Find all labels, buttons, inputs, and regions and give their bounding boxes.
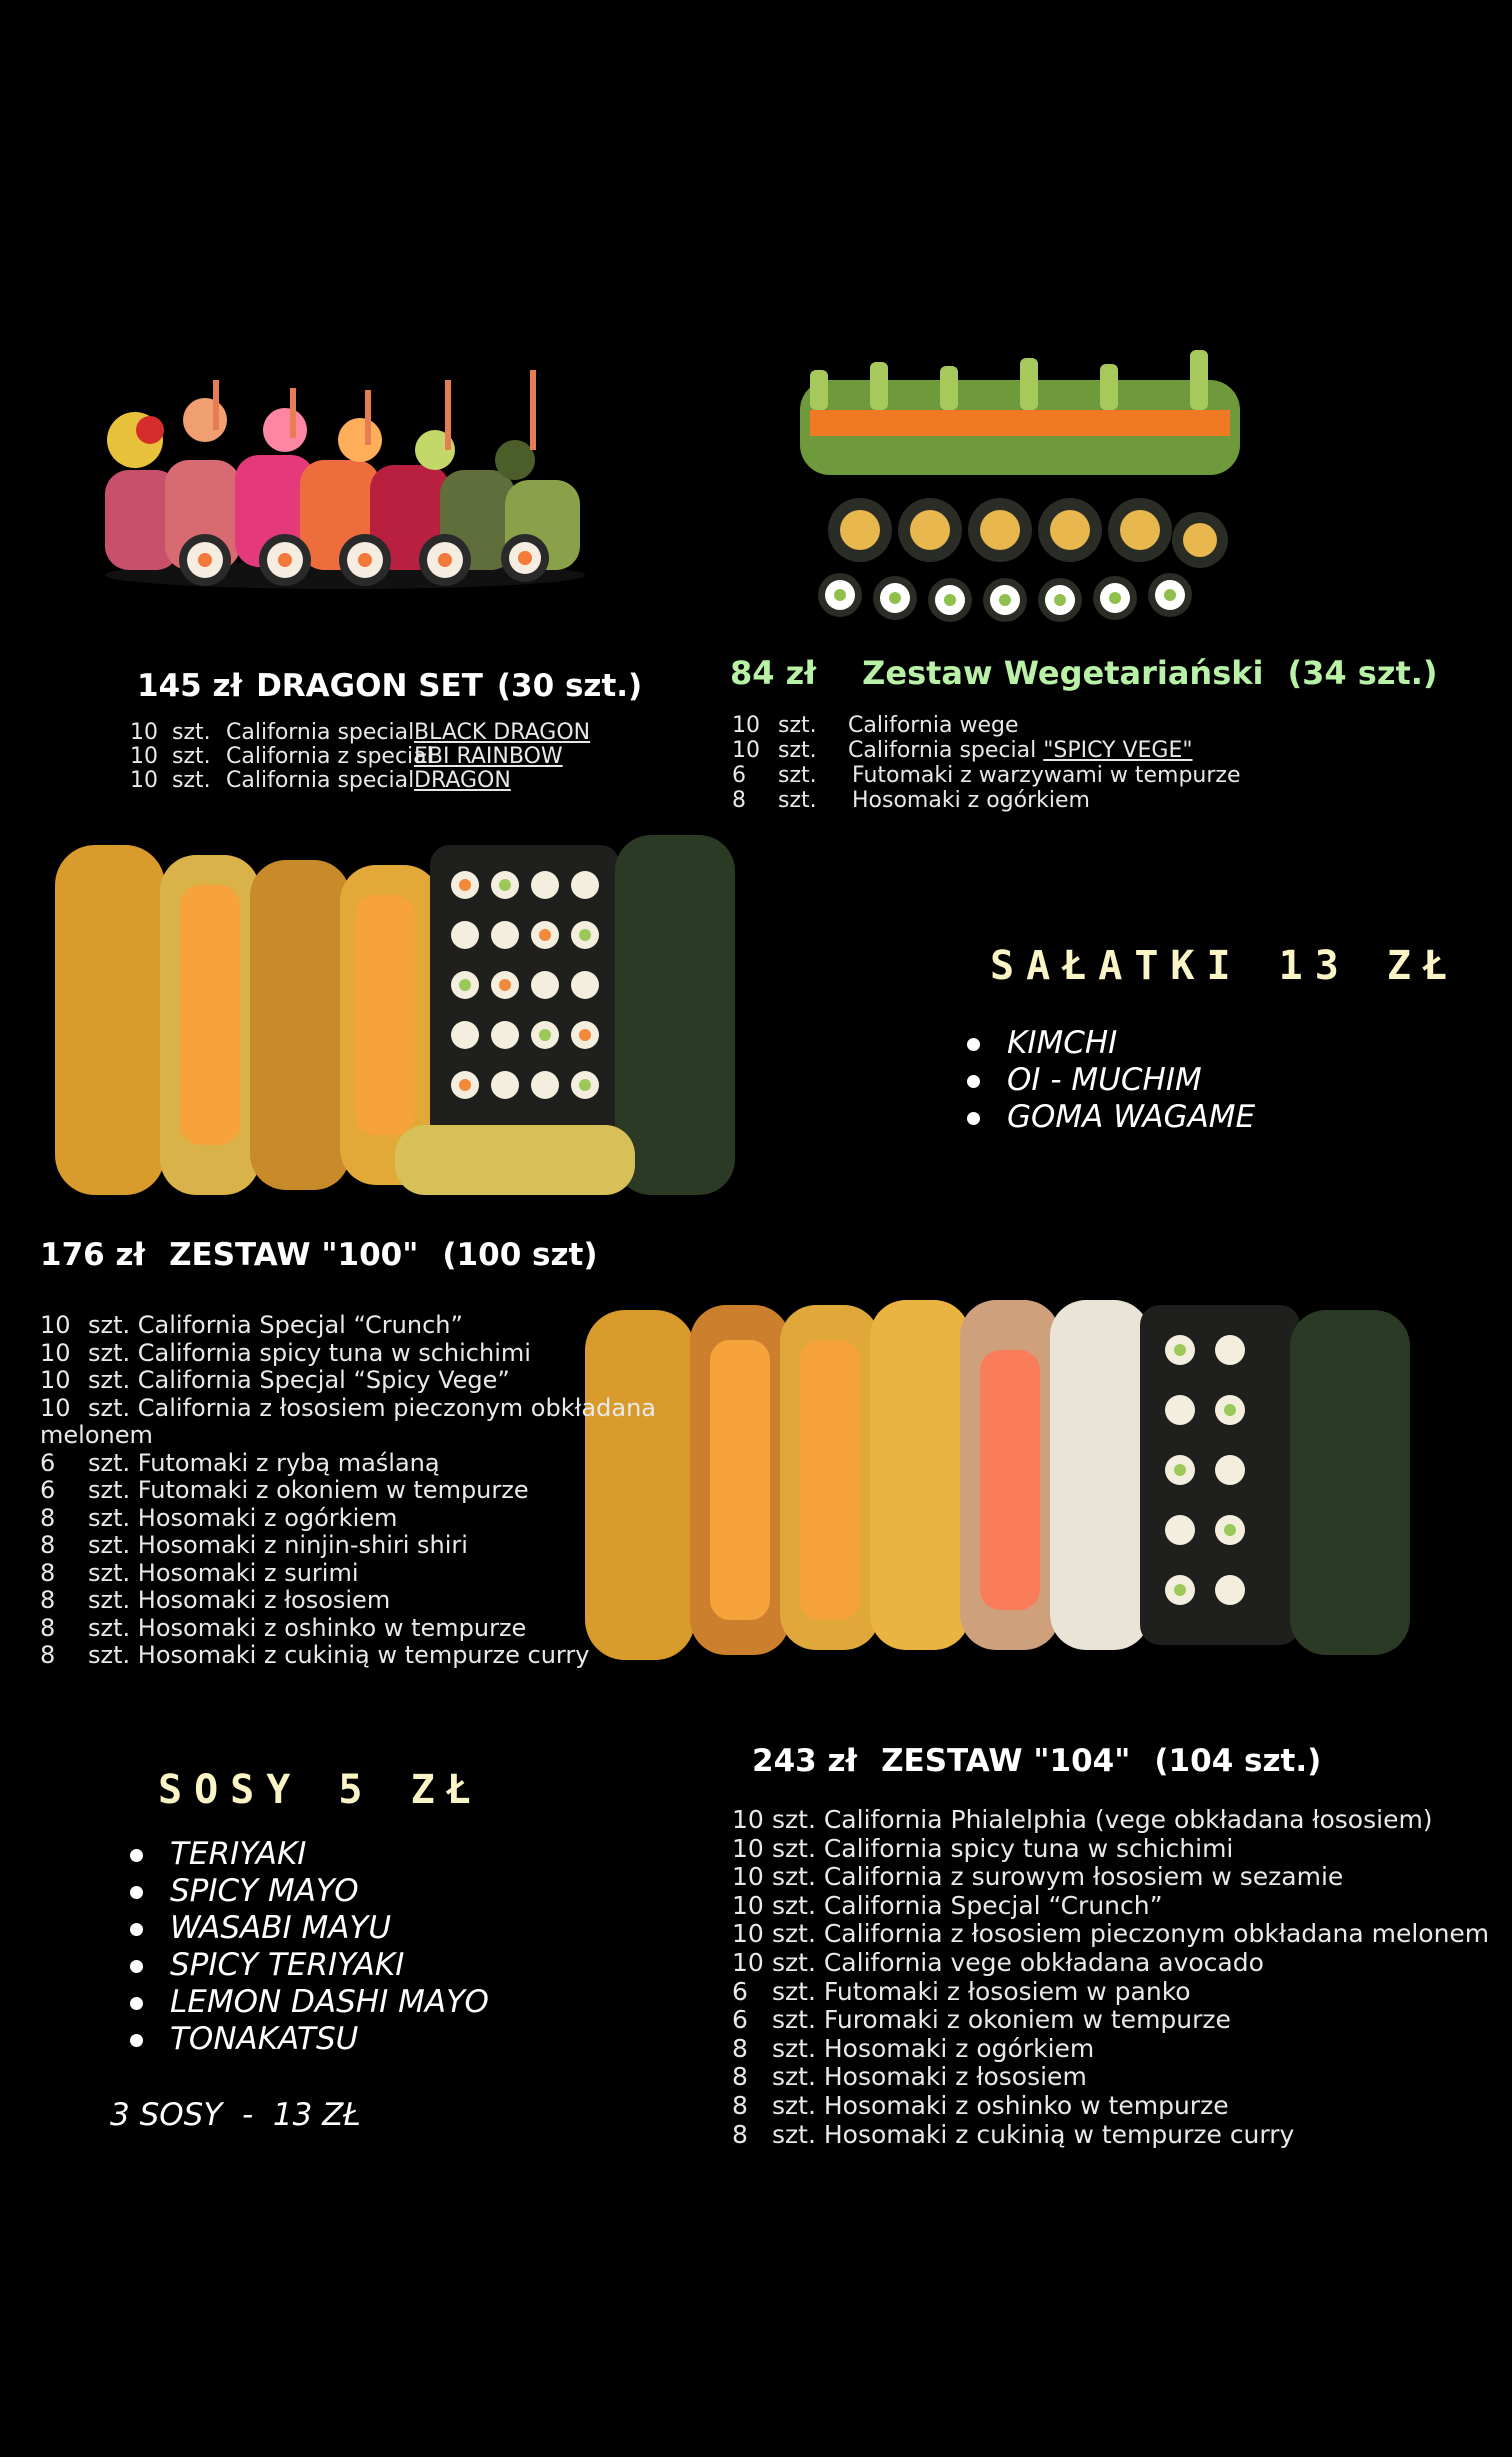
list-item: 8 szt. Hosomaki z oshinko w tempurze bbox=[40, 1613, 527, 1642]
sauces-note: 3 SOSY - 13 ZŁ bbox=[110, 2097, 361, 2133]
set-100-name: ZESTAW "100" bbox=[169, 1237, 419, 1273]
black-dragon-link[interactable]: BLACK DRAGON bbox=[414, 720, 591, 745]
list-item: 10 szt. California special "SPICY VEGE" bbox=[732, 738, 1193, 763]
list-item: 8 szt. Hosomaki z ogórkiem bbox=[732, 788, 1090, 813]
set-100-title bbox=[40, 1237, 598, 1273]
list-item: 10 szt. California special DRAGON bbox=[130, 768, 511, 793]
list-item: 8 szt. Hosomaki z łososiem bbox=[40, 1586, 391, 1614]
list-item: 10 szt. California spicy tuna w schichimi bbox=[40, 1338, 531, 1367]
list-item: 10 szt. California z łososiem pieczonym obkładana melonem bbox=[732, 1919, 1490, 1949]
list-item: 10 szt. California special BLACK DRAGON bbox=[130, 720, 591, 745]
set-104-photo bbox=[580, 1290, 1430, 1680]
set-100-count: (100 szt) bbox=[442, 1237, 598, 1273]
list-item: 10 szt. California Specjal “Crunch” bbox=[40, 1311, 463, 1339]
ebi-rainbow-link[interactable]: EBI RAINBOW bbox=[414, 744, 563, 769]
list-item: 6 szt. Furomaki z okoniem w tempurze bbox=[732, 2005, 1231, 2035]
set-100-photo bbox=[45, 825, 815, 1215]
list-item: SPICY TERIYAKI bbox=[128, 1947, 489, 1984]
list-item: 6 szt. Futomaki z rybą maślaną bbox=[40, 1448, 440, 1477]
veg-set-photo bbox=[770, 340, 1270, 640]
list-item: 8 szt. Hosomaki z ninjin-shiri shiri bbox=[40, 1531, 468, 1559]
list-item: LEMON DASHI MAYO bbox=[128, 1984, 489, 2021]
list-item: 10 szt. California z special EBI RAINBOW bbox=[130, 744, 563, 769]
veg-set-name: Zestaw Wegetariański bbox=[862, 654, 1264, 692]
list-item: 10 szt. California Phialelphia (vege obkładana łososiem) bbox=[732, 1805, 1433, 1834]
list-item: melonem bbox=[40, 1421, 153, 1449]
dragon-set-title bbox=[137, 668, 642, 704]
list-item: OI - MUCHIM bbox=[965, 1062, 1255, 1099]
salads-heading: SAŁATKI 13 ZŁ bbox=[990, 943, 1460, 989]
list-item: 8 szt. Hosomaki z surimi bbox=[40, 1558, 359, 1587]
list-item: GOMA WAGAME bbox=[965, 1099, 1255, 1136]
list-item: 8 szt. Hosomaki z ogórkiem bbox=[40, 1503, 398, 1532]
veg-set-title bbox=[730, 654, 1438, 692]
set-104-items bbox=[732, 1806, 1489, 2149]
list-item: 10 szt. California vege obkładana avocado bbox=[732, 1947, 1264, 1977]
veg-set-count: (34 szt.) bbox=[1287, 654, 1438, 692]
list-item: 8 szt. Hosomaki z cukinią w tempurze curry bbox=[732, 2119, 1295, 2149]
list-item: 10 szt. California wege bbox=[732, 713, 1019, 738]
sauces-list bbox=[128, 1836, 489, 2058]
dragon-set-photo bbox=[85, 360, 610, 600]
set-104-name: ZESTAW "104" bbox=[881, 1743, 1131, 1779]
list-item: TONAKATSU bbox=[128, 2021, 489, 2058]
set-104-title bbox=[752, 1743, 1321, 1779]
list-item: 10 szt. California spicy tuna w schichimi bbox=[732, 1833, 1234, 1863]
list-item: SPICY MAYO bbox=[128, 1873, 489, 1910]
list-item: TERIYAKI bbox=[128, 1836, 489, 1873]
set-100-price: 176 zł bbox=[40, 1237, 146, 1273]
veg-set-price: 84 zł bbox=[730, 654, 817, 692]
list-item: 10 szt. California z surowym łososiem w sezamie bbox=[732, 1862, 1344, 1892]
veg-set-items bbox=[732, 713, 1241, 813]
set-104-count: (104 szt.) bbox=[1154, 1743, 1322, 1779]
dragon-set-items bbox=[130, 721, 590, 793]
list-item: 10 szt. California z łososiem pieczonym obkładana bbox=[40, 1393, 656, 1422]
list-item: 10 szt. California Specjal “Spicy Vege” bbox=[40, 1366, 510, 1394]
salads-list bbox=[965, 1025, 1255, 1136]
list-item: 10 szt. California Specjal “Crunch” bbox=[732, 1890, 1163, 1920]
dragon-set-count: (30 szt.) bbox=[496, 668, 643, 704]
dragon-set-name: DRAGON SET bbox=[256, 668, 483, 704]
sauces-heading: SOSY 5 ZŁ bbox=[158, 1767, 483, 1813]
set-104-price: 243 zł bbox=[752, 1743, 858, 1779]
list-item: WASABI MAYU bbox=[128, 1910, 489, 1947]
list-item: 6 szt. Futomaki z łososiem w panko bbox=[732, 1976, 1191, 2006]
set-100-items bbox=[40, 1312, 656, 1670]
dragon-link[interactable]: DRAGON bbox=[414, 768, 511, 793]
spicy-vege-link[interactable]: "SPICY VEGE" bbox=[1043, 738, 1193, 763]
list-item: 6 szt. Futomaki z okoniem w tempurze bbox=[40, 1476, 529, 1504]
dragon-set-price: 145 zł bbox=[137, 668, 243, 704]
list-item: 8 szt. Hosomaki z łososiem bbox=[732, 2062, 1087, 2092]
list-item: 8 szt. Hosomaki z oshinko w tempurze bbox=[732, 2090, 1229, 2120]
list-item: 6 szt. Futomaki z warzywami w tempurze bbox=[732, 763, 1241, 788]
list-item: 8 szt. Hosomaki z ogórkiem bbox=[732, 2033, 1095, 2063]
list-item: 8 szt. Hosomaki z cukinią w tempurze curry bbox=[40, 1641, 590, 1669]
list-item: KIMCHI bbox=[965, 1025, 1255, 1062]
